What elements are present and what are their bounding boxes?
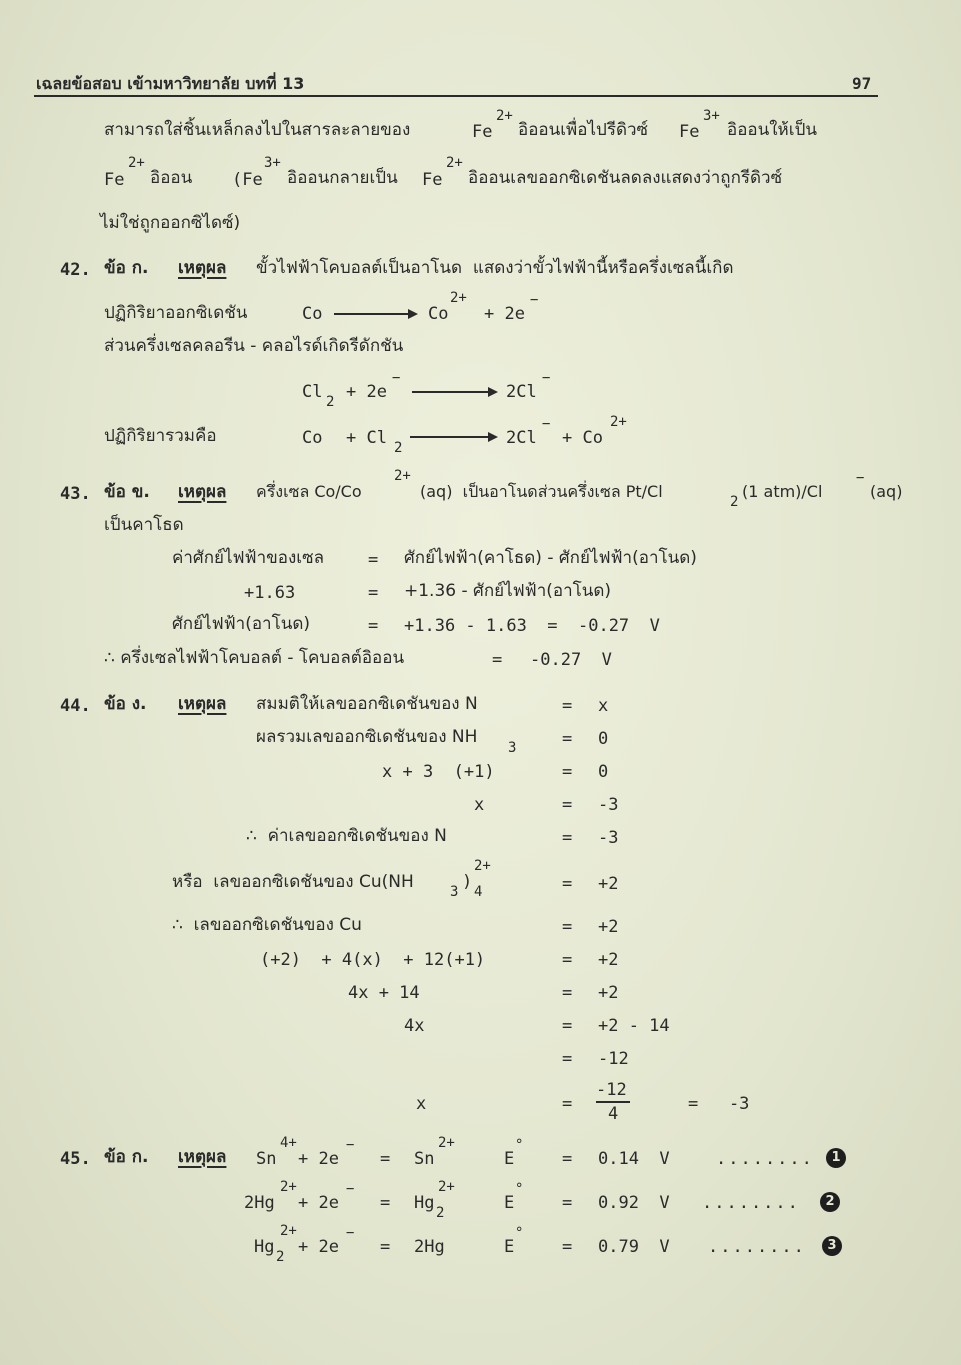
q42-text: ขั้วไฟฟ้าโคบอลต์เป็นอาโนด แสดงว่าขั้วไฟฟ้านี้หรือครึ่งเซลนี้เกิด bbox=[256, 258, 734, 278]
q44-row-eq: = bbox=[562, 729, 573, 749]
q42-net-cl2-sub: 2 bbox=[394, 440, 403, 456]
q44-row-right: +2 bbox=[598, 874, 619, 894]
q42-net-cl2: + Cl bbox=[346, 428, 387, 448]
q44-row-eq: = bbox=[562, 874, 573, 894]
q44-cu-sub3: 3 bbox=[450, 884, 459, 900]
q44-row-left: (+2) + 4(x) + 12(+1) bbox=[260, 950, 486, 970]
q42-co: Co bbox=[302, 304, 323, 324]
q45-row-species: Sn bbox=[256, 1149, 277, 1169]
q41-line1a: สามารถใส่ชิ้นเหล็กลงไปในสารละลายของ bbox=[104, 120, 411, 140]
q42-electrons: + 2e bbox=[484, 304, 525, 324]
q45-row-degree: ° bbox=[515, 1181, 524, 1197]
q41-fe3: Fe bbox=[104, 170, 125, 190]
q42-net-label: ปฏิกิริยารวมคือ bbox=[104, 426, 217, 446]
q41-line1c: อิออนให้เป็น bbox=[727, 120, 817, 140]
q41-fe2-sup: 3+ bbox=[703, 108, 720, 124]
q45-row-minus: − bbox=[346, 1181, 355, 1197]
q45-row-product-sup: 2+ bbox=[438, 1135, 455, 1151]
q44-choice: ข้อ ง. bbox=[104, 694, 147, 714]
q42-co2-sup: 2+ bbox=[450, 290, 467, 306]
q44-row-eq: = bbox=[562, 1094, 573, 1114]
q45-row-product: 2Hg bbox=[414, 1237, 445, 1257]
q42-net-co: Co bbox=[302, 428, 323, 448]
page-number: 97 bbox=[852, 74, 872, 93]
q45-row-product-sub: 2 bbox=[436, 1205, 445, 1221]
q45-row-species-sup: 2+ bbox=[280, 1223, 297, 1239]
q41-fe5: Fe bbox=[422, 170, 443, 190]
q44-frac-num: -12 bbox=[596, 1080, 627, 1100]
q45-row-eq2: = bbox=[562, 1193, 573, 1213]
q43-r4-eq: = bbox=[492, 650, 503, 670]
q45-row-dots: ........ bbox=[716, 1149, 814, 1169]
header-title: เฉลยข้อสอบ เข้ามหาวิทยาลัย บทที่ 13 bbox=[36, 74, 305, 93]
q43-r4-left: ∴ ครึ่งเซลไฟฟ้าโคบอลต์ - โคบอลต์อิออน bbox=[104, 648, 405, 668]
q44-row-right: +2 bbox=[598, 983, 619, 1003]
q43-cathode: เป็นคาโธด bbox=[104, 515, 184, 535]
q45-row-eq2: = bbox=[562, 1237, 573, 1257]
q44-row-eq: = bbox=[562, 1016, 573, 1036]
q42-e2-minus: − bbox=[392, 370, 401, 386]
q44-row-left: ∴ ค่าเลขออกซิเดชันของ N bbox=[246, 826, 447, 846]
q45-row-species: Hg bbox=[254, 1237, 275, 1257]
q45-row-marker: 2 bbox=[820, 1192, 840, 1212]
q43-r2-eq: = bbox=[368, 583, 379, 603]
q43-number: 43. bbox=[60, 484, 91, 504]
q44-row-right: 0 bbox=[598, 729, 609, 749]
q41-line1b: อิออนเพื่อไปรีดิวซ์ bbox=[518, 120, 649, 140]
q44-row-eq: = bbox=[562, 795, 573, 815]
q41-fe1-sup: 2+ bbox=[496, 108, 513, 124]
q45-row-electrons: + 2e bbox=[298, 1237, 339, 1257]
q42-net-co2: + Co bbox=[562, 428, 603, 448]
q42-arrow3 bbox=[410, 436, 496, 438]
q43-r2-left: +1.63 bbox=[244, 583, 296, 603]
q43-t2-sub: 2 bbox=[730, 494, 739, 510]
q41-fe3-sup: 2+ bbox=[128, 155, 145, 171]
q44-nh3-sub: 3 bbox=[508, 740, 517, 756]
q45-row-e: E bbox=[504, 1149, 515, 1169]
q44-row-eq: = bbox=[562, 983, 573, 1003]
q43-t3-minus: − bbox=[856, 470, 865, 486]
q41-line2a: อิออน bbox=[150, 168, 193, 188]
q43-r1-eq: = bbox=[368, 550, 379, 570]
q43-r2-right: +1.36 - ศักย์ไฟฟ้า(อาโนด) bbox=[404, 581, 612, 601]
q45-row-species-sup: 4+ bbox=[280, 1135, 297, 1151]
q44-row-left: สมมติให้เลขออกซิเดชันของ N bbox=[256, 694, 478, 714]
q41-line3: ไม่ใช่ถูกออกซิไดซ์) bbox=[100, 213, 241, 233]
q45-row-value: 0.14 V bbox=[598, 1149, 670, 1169]
q44-row-right: -12 bbox=[598, 1049, 629, 1069]
q41-line2d: อิออนเลขออกซิเดชันลดลงแสดงว่าถูกรีดิวซ์ bbox=[468, 168, 783, 188]
q44-row-right: +2 bbox=[598, 950, 619, 970]
q44-row-right: +2 - 14 bbox=[598, 1016, 670, 1036]
q43-r3-right: +1.36 - 1.63 = -0.27 V bbox=[404, 616, 660, 636]
q45-row-eq: = bbox=[380, 1149, 391, 1169]
q43-t3: (1 atm)/Cl bbox=[742, 482, 823, 501]
q44-cu-sup: 2+ bbox=[474, 858, 491, 874]
q42-number: 42. bbox=[60, 260, 91, 280]
q44-row-eq: = bbox=[562, 762, 573, 782]
q43-r3-eq: = bbox=[368, 616, 379, 636]
q45-row-value: 0.79 V bbox=[598, 1237, 670, 1257]
q45-row-minus: − bbox=[346, 1137, 355, 1153]
q43-t1-sup: 2+ bbox=[394, 468, 411, 484]
q42-cl-minus: − bbox=[542, 370, 551, 386]
q44-row-eq: = bbox=[562, 828, 573, 848]
q41-fe2: Fe bbox=[679, 122, 700, 142]
q43-r4-right: -0.27 V bbox=[530, 650, 612, 670]
q41-fe5-sup: 2+ bbox=[446, 155, 463, 171]
q42-net-co2-sup: 2+ bbox=[610, 414, 627, 430]
q44-frac-bar bbox=[596, 1101, 630, 1103]
q42-net-minus: − bbox=[542, 416, 551, 432]
q43-t1: ครึ่งเซล Co/Co bbox=[256, 482, 362, 501]
q44-cu-sub4: 4 bbox=[474, 884, 483, 900]
q45-choice: ข้อ ก. bbox=[104, 1147, 149, 1167]
q45-row-species-sub: 2 bbox=[276, 1249, 285, 1265]
q44-row-right: -3 bbox=[598, 828, 619, 848]
q42-electron-minus: − bbox=[530, 292, 539, 308]
q45-row-product: Sn bbox=[414, 1149, 435, 1169]
q44-row-eq: = bbox=[562, 1049, 573, 1069]
q44-row-right: 0 bbox=[598, 762, 609, 782]
q42-arrow1 bbox=[334, 313, 416, 315]
q44-number: 44. bbox=[60, 696, 91, 716]
q45-row-electrons: + 2e bbox=[298, 1149, 339, 1169]
q41-fe1: Fe bbox=[472, 122, 493, 142]
q44-reason: เหตุผล bbox=[178, 694, 227, 714]
q42-cl2-sub: 2 bbox=[326, 394, 335, 410]
q44-row-eq: = bbox=[562, 950, 573, 970]
q45-row-product: Hg bbox=[414, 1193, 435, 1213]
q45-row-e: E bbox=[504, 1193, 515, 1213]
q43-choice: ข้อ ข. bbox=[104, 482, 150, 502]
q45-row-e: E bbox=[504, 1237, 515, 1257]
q45-row-electrons: + 2e bbox=[298, 1193, 339, 1213]
q45-number: 45. bbox=[60, 1149, 91, 1169]
q41-line2b: (Fe bbox=[232, 170, 263, 190]
q45-row-marker: 3 bbox=[822, 1236, 842, 1256]
q43-t2: (aq) เป็นอาโนดส่วนครึ่งเซล Pt/Cl bbox=[420, 482, 663, 501]
q45-row-product-sup: 2+ bbox=[438, 1179, 455, 1195]
q45-row-degree: ° bbox=[515, 1225, 524, 1241]
q44-result: = -3 bbox=[688, 1094, 750, 1114]
q44-row-left: หรือ เลขออกซิเดชันของ Cu(NH bbox=[172, 872, 414, 892]
q44-row-eq: = bbox=[562, 917, 573, 937]
q43-r3-left: ศักย์ไฟฟ้า(อาโนด) bbox=[172, 614, 311, 634]
q42-co2: Co bbox=[428, 304, 449, 324]
q44-row-eq: = bbox=[562, 696, 573, 716]
q45-row-eq2: = bbox=[562, 1149, 573, 1169]
q45-row-dots: ........ bbox=[708, 1237, 806, 1257]
q45-row-eq: = bbox=[380, 1237, 391, 1257]
q44-row-left: x + 3 (+1) bbox=[382, 762, 495, 782]
q44-row-left: 4x bbox=[404, 1016, 425, 1036]
q42-choice: ข้อ ก. bbox=[104, 258, 149, 278]
q44-row-right: -3 bbox=[598, 795, 619, 815]
q41-line2c: อิออนกลายเป็น bbox=[287, 168, 398, 188]
q42-half-cell: ส่วนครึ่งเซลคลอรีน - คลอไรด์เกิดรีดักชัน bbox=[104, 336, 404, 356]
q44-row-right: x bbox=[598, 696, 609, 716]
q43-r1-right: ศักย์ไฟฟ้า(คาโธด) - ศักย์ไฟฟ้า(อาโนด) bbox=[404, 548, 697, 568]
q44-row-left: ผลรวมเลขออกซิเดชันของ NH bbox=[256, 727, 478, 747]
q42-net-product: 2Cl bbox=[506, 428, 537, 448]
q42-arrow2 bbox=[412, 391, 496, 393]
q44-row-left: ∴ เลขออกซิเดชันของ Cu bbox=[172, 915, 362, 935]
q45-row-eq: = bbox=[380, 1193, 391, 1213]
q44-cu-paren: ) bbox=[462, 872, 473, 892]
q41-fe4-sup: 3+ bbox=[264, 155, 281, 171]
q45-row-minus: − bbox=[346, 1225, 355, 1241]
q42-reason: เหตุผล bbox=[178, 258, 227, 278]
q45-row-species-sup: 2+ bbox=[280, 1179, 297, 1195]
header-rule bbox=[34, 95, 878, 97]
q44-row-left: x bbox=[474, 795, 485, 815]
q44-frac-den: 4 bbox=[608, 1104, 619, 1124]
q43-reason: เหตุผล bbox=[178, 482, 227, 502]
q42-oxidation-label: ปฏิกิริยาออกซิเดชัน bbox=[104, 303, 248, 323]
q45-reason: เหตุผล bbox=[178, 1147, 227, 1167]
q44-row-left: 4x + 14 bbox=[348, 983, 420, 1003]
q45-row-value: 0.92 V bbox=[598, 1193, 670, 1213]
q45-row-marker: 1 bbox=[826, 1148, 846, 1168]
q43-r1-left: ค่าศักย์ไฟฟ้าของเซล bbox=[172, 548, 325, 568]
q44-row-left: x bbox=[416, 1094, 427, 1114]
q45-row-degree: ° bbox=[515, 1137, 524, 1153]
q42-cl2: Cl bbox=[302, 382, 323, 402]
q43-t4: (aq) bbox=[870, 482, 903, 501]
q42-cl: 2Cl bbox=[506, 382, 537, 402]
q44-row-right: +2 bbox=[598, 917, 619, 937]
q45-row-species: 2Hg bbox=[244, 1193, 275, 1213]
q42-e2: + 2e bbox=[346, 382, 387, 402]
q45-row-dots: ........ bbox=[702, 1193, 800, 1213]
